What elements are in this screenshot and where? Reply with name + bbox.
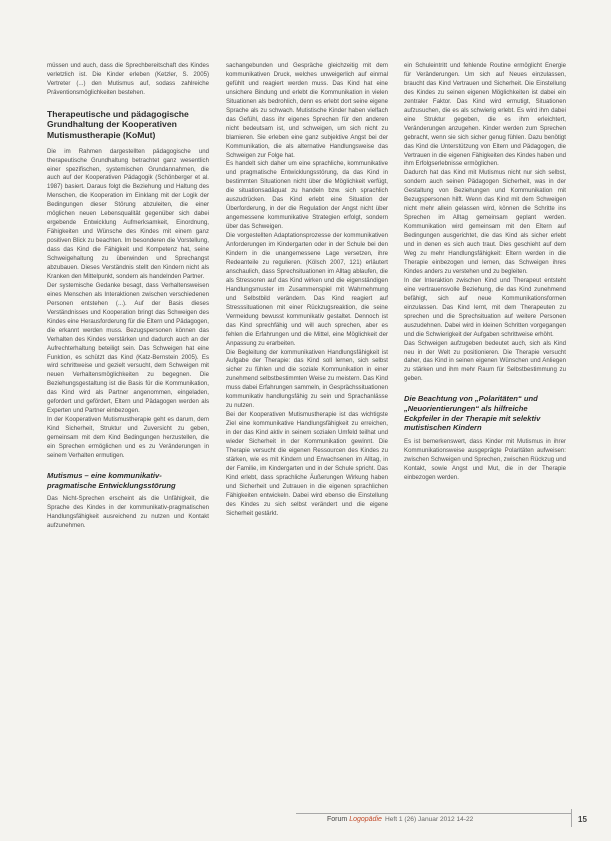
journal-name-prefix: Forum: [327, 816, 348, 823]
text-column-3: [404, 62, 566, 482]
paragraph: Es handelt sich daher um eine sprachliche, kommunikative und pragmatische Entwicklungsstörung, da das Kind in bestimmten Situationen nicht über die Möglichkeit verfügt, die situationsadäquat zu handeln bzw. sich sprachlich auszudrücken. Das Kind erlebt eine Situation der Überforderung, in der die Regulation der Angst nicht über angemessene kommunikative Strategien erfolgt, sondern über das Schweigen.: [226, 160, 388, 231]
paragraph: Es ist bemerkenswert, dass Kinder mit Mutismus in ihrer Kommunikationsweise ausgeprägte Polaritäten aufweisen: zwischen Schweigen und Sprechen, zwischen Rückzug und Kontakt, sowie Angst und Mut, die in der Therapie einbezogen werden.: [404, 437, 566, 481]
paragraph: Die Begleitung der kommunikativen Handlungsfähigkeit ist Aufgabe der Therapie: das Kind soll lernen, sich selbst sicher zu fühlen und die soziale Kommunikation in einer zunehmend selbstbestimmten Weise zu meistern. Das Kind muss dabei Erfahrungen sammeln, in Gesprächssituationen kommunikativ handlungsfähig zu sein und Sprachanlässe zu nutzen.: [226, 348, 388, 410]
page-number: 15: [578, 815, 587, 824]
footer-separator: [571, 809, 572, 827]
paragraph: Der systemische Gedanke besagt, dass Verhaltensweisen eines Menschen als Interaktionen zwischen verschiedenen Personen entstehen (...). Auf der Basis dieses Verständnisses und Kooperation bringt das Schweigen des Kindes eine Herausforderung für die Eltern und Pädagogen, die erkannt werden muss. Bezugspersonen können das Verhalten des Kindes verstärken und dadurch auch an der Aufrechterhaltung beteiligt sein. Das Schweigen hat eine Funktion, es schützt das Kind (Katz-Bernstein 2005). Es wird schrittweise und gezielt versucht, dem Schweigen mit neuen Verhaltensmöglichkeiten zu begegnen. Die Beziehungsgestaltung ist die Basis für die Kommunikation, das Kind wird als Partner angenommen, eingeladen, gefordert und gefördert, Eltern und Pädagogen werden als Experten und Partner einbezogen.: [47, 281, 209, 415]
paragraph: Bei der Kooperativen Mutismustherapie ist das wichtigste Ziel eine kommunikative Handlungsfähigkeit zu erreichen, in der das Kind aktiv in seinem sozialen Umfeld teilhat und wieder Sicherheit in der Kommunikation gewinnt. Die Therapie versucht die eigenen Ressourcen des Kindes zu stärken, wie es mit Kindern und Erwachsenen im Alltag, in der Familie, im Kindergarten und in der Schule spricht. Das Kind erlebt, dass sprachliche Äußerungen Wirkung haben und Sicherheit und Zutrauen in die eigenen sprachlichen Fähigkeiten entwickeln. Dabei wird ebenso die Einstellung des Kindes zu sich selbst verändert und die eigene Sicherheit gestärkt.: [226, 411, 388, 517]
paragraph: Das Nicht-Sprechen erscheint als die Unfähigkeit, die Sprache des Kindes in der kommunikativ-pragmatischen Handlungsfähigkeit ausreichend zu nutzen und Kontakt aufzunehmen.: [47, 495, 209, 529]
paragraph: Die vorgestellten Adaptationsprozesse der kommunikativen Anforderungen im Kindergarten oder in der Schule bei den Kindern in die unangemessene Lage versetzen, ihre Redeanteile zu regulieren. (Kölsch 2007, 121) erläutert anschaulich, dass Sprechsituationen im Alltag ablaufen, die als Stressoren auf das Kind wirken und die eigenständigen Handlungsmuster im Zusammenspiel mit Wahrnehmung und Selbstbild verändern. Das Kind reagiert auf Stresssituationen mit einer Rückzugsreaktion, die seine Vermeidung bewusst kommunikativ gestaltet. Dennoch ist das Kind sprechfähig und will auch sprechen, aber es fehlen die Erfahrungen und die Mittel, eine Möglichkeit der Anpassung zu erarbeiten.: [226, 232, 388, 347]
paragraph: Die im Rahmen dargestellten pädagogische und therapeutische Grundhaltung betrachtet ganz wesentlich einer spezifischen, systemischen Grundannahmen, die auch auf der Kooperativen Pädagogik (Schönberger et al. 1987) basiert. Daraus folgt die Beziehung und Haltung des Menschen, die Kooperation im Einklang mit der Logik der Bedingungen dieser Störung abzuleiten, die einer möglichen neuen Lebensqualität gegenüber sich dabei ergebende Entwicklung Aufmerksamkeit, Einordnung, Fähigkeiten und Wünsche des Kindes mit einem ganz positiven Blick zu beachten. Im besonderen die Vorstellung, dass das Kind die Fähigkeit und Kompetenz hat, seine Schweigehaltung zu überwinden und Sprechangst abzubauen. Dieses Verständnis stellt den Kindern nicht als Kranken den Mittelpunkt, sondern als handelnden Partner.: [47, 147, 209, 280]
paragraph: müssen und auch, dass die Sprechbereitschaft des Kindes verletzlich ist. Die Kinder erleben (Ketzler, S. 2005) Vertreter (...) den Mutismus auf, sodass zahlreiche Präventionsmöglichkeiten bestehen.: [47, 62, 209, 96]
footer-rule: [296, 813, 572, 814]
text-column-2: [226, 62, 388, 519]
journal-name: [327, 816, 382, 823]
section-heading: Therapeutische und pädagogische Grundhaltung der Kooperativen Mutismustherapie (KoMut): [47, 108, 189, 140]
paragraph: In der Interaktion zwischen Kind und Therapeut entsteht eine vertrauensvolle Beziehung, die das Kind zunehmend befähigt, sich auf neue Kommunikationsformen einzulassen. Das Kind lernt, mit dem Therapeuten zu sprechen und die Sprechsituation auf weitere Personen auszudehnen. Dabei wird in kleinen Schritten vorgegangen und die Schwierigkeit der Aufgaben schrittweise erhöht.: [404, 276, 566, 338]
paragraph: Das Schweigen aufzugeben bedeutet auch, sich als Kind neu in der Welt zu positionieren. Die Therapie versucht daher, das Kind in seinen eigenen Wünschen und Anliegen zu stärken und ihm mehr Raum für Selbstbestimmung zu geben.: [404, 339, 566, 383]
subsection-heading: Mutismus – eine kommunikativ-pragmatische Entwicklungsstörung: [47, 470, 176, 490]
paragraph: sachangebunden und Gespräche gleichzeitig mit dem kommunikativen Druck, welches unweigerlich auf einmal gefühlt und reagiert werden muss. Das Kind hat eine unsichere Bindung und erlebt die Kommunikation in vielen Situationen als bedrohlich, denn es erlebt dort seine eigene Sprache als zu schwach. Mutistische Kinder haben vielfach das Gefühl, dass ihr eigenes Sprechen für den anderen nicht bedeutsam ist, und schweigen, um sich nicht zu blamieren. Sie erleben eine ganz subjektive Angst bei der Kommunikation, die als alternative Handlungsweise das Schweigen zur Folge hat.: [226, 62, 388, 159]
paragraph: ein Schuleintritt und fehlende Routine ermöglicht Energie für Veränderungen. Um sich auf Neues einzulassen, braucht das Kind Vertrauen und Sicherheit. Die Einstellung des Kindes zu seinen eigenen Möglichkeiten ist dabei ein zentraler Faktor. Das Kind wird ermutigt, Situationen aufzusuchen, die es als schwierig erlebt. Es wird ihm dabei eine Struktur gegeben, die es ihm erleichtert, Veränderungen anzugehen. Kinder werden zum Sprechen gebracht, wenn sie sich sicher genug fühlen. Dazu benötigt das Kind die Unterstützung von Eltern und Pädagogen, die Vertrauen in die eigenen Fähigkeiten des Kindes haben und ihm Erfolgserlebnisse ermöglichen.: [404, 62, 566, 168]
text-column-1: [47, 62, 209, 531]
page-footer: [0, 812, 611, 832]
paragraph: In der Kooperativen Mutismustherapie geht es darum, dem Kind Sicherheit, Struktur und Zuversicht zu geben, gemeinsam mit dem Kind Bedingungen herzustellen, die ein Sprechen ermöglichen und es zu Veränderungen in seinem Verhalten ermutigen.: [47, 416, 209, 459]
journal-name-accent: Logopädie: [349, 816, 382, 823]
issue-info: Heft 1 (26) Januar 2012 14-22: [385, 816, 474, 823]
paragraph: Dadurch hat das Kind mit Mutismus nicht nur sich selbst, sondern auch seinen Pädagogen Sicherheit, was in der Gestaltung von Beziehungen und Kommunikation mit Bezugspersonen hilft. Wenn das Kind mit dem Schweigen nicht mehr allein gelassen wird, können die Schritte ins Sprechen im Alltag gemeinsam geplant werden. Kommunikation wird gemeinsam mit den Eltern auf Bedingungen ausgerichtet, die das Kind als sicher erlebt und in denen es sich auch traut. Dies geschieht auf dem Weg zu mehr Handlungsfähigkeit: Eltern werden in die Therapie einbezogen und lernen, das Schweigen ihres Kindes anders zu verstehen und zu begleiten.: [404, 169, 566, 275]
subsection-heading: Die Beachtung von „Polaritäten“ und „Neuorientierungen“ als hilfreiche Eckpfeiler in der Therapie mit selektiv mutistischen Kindern: [404, 394, 541, 433]
